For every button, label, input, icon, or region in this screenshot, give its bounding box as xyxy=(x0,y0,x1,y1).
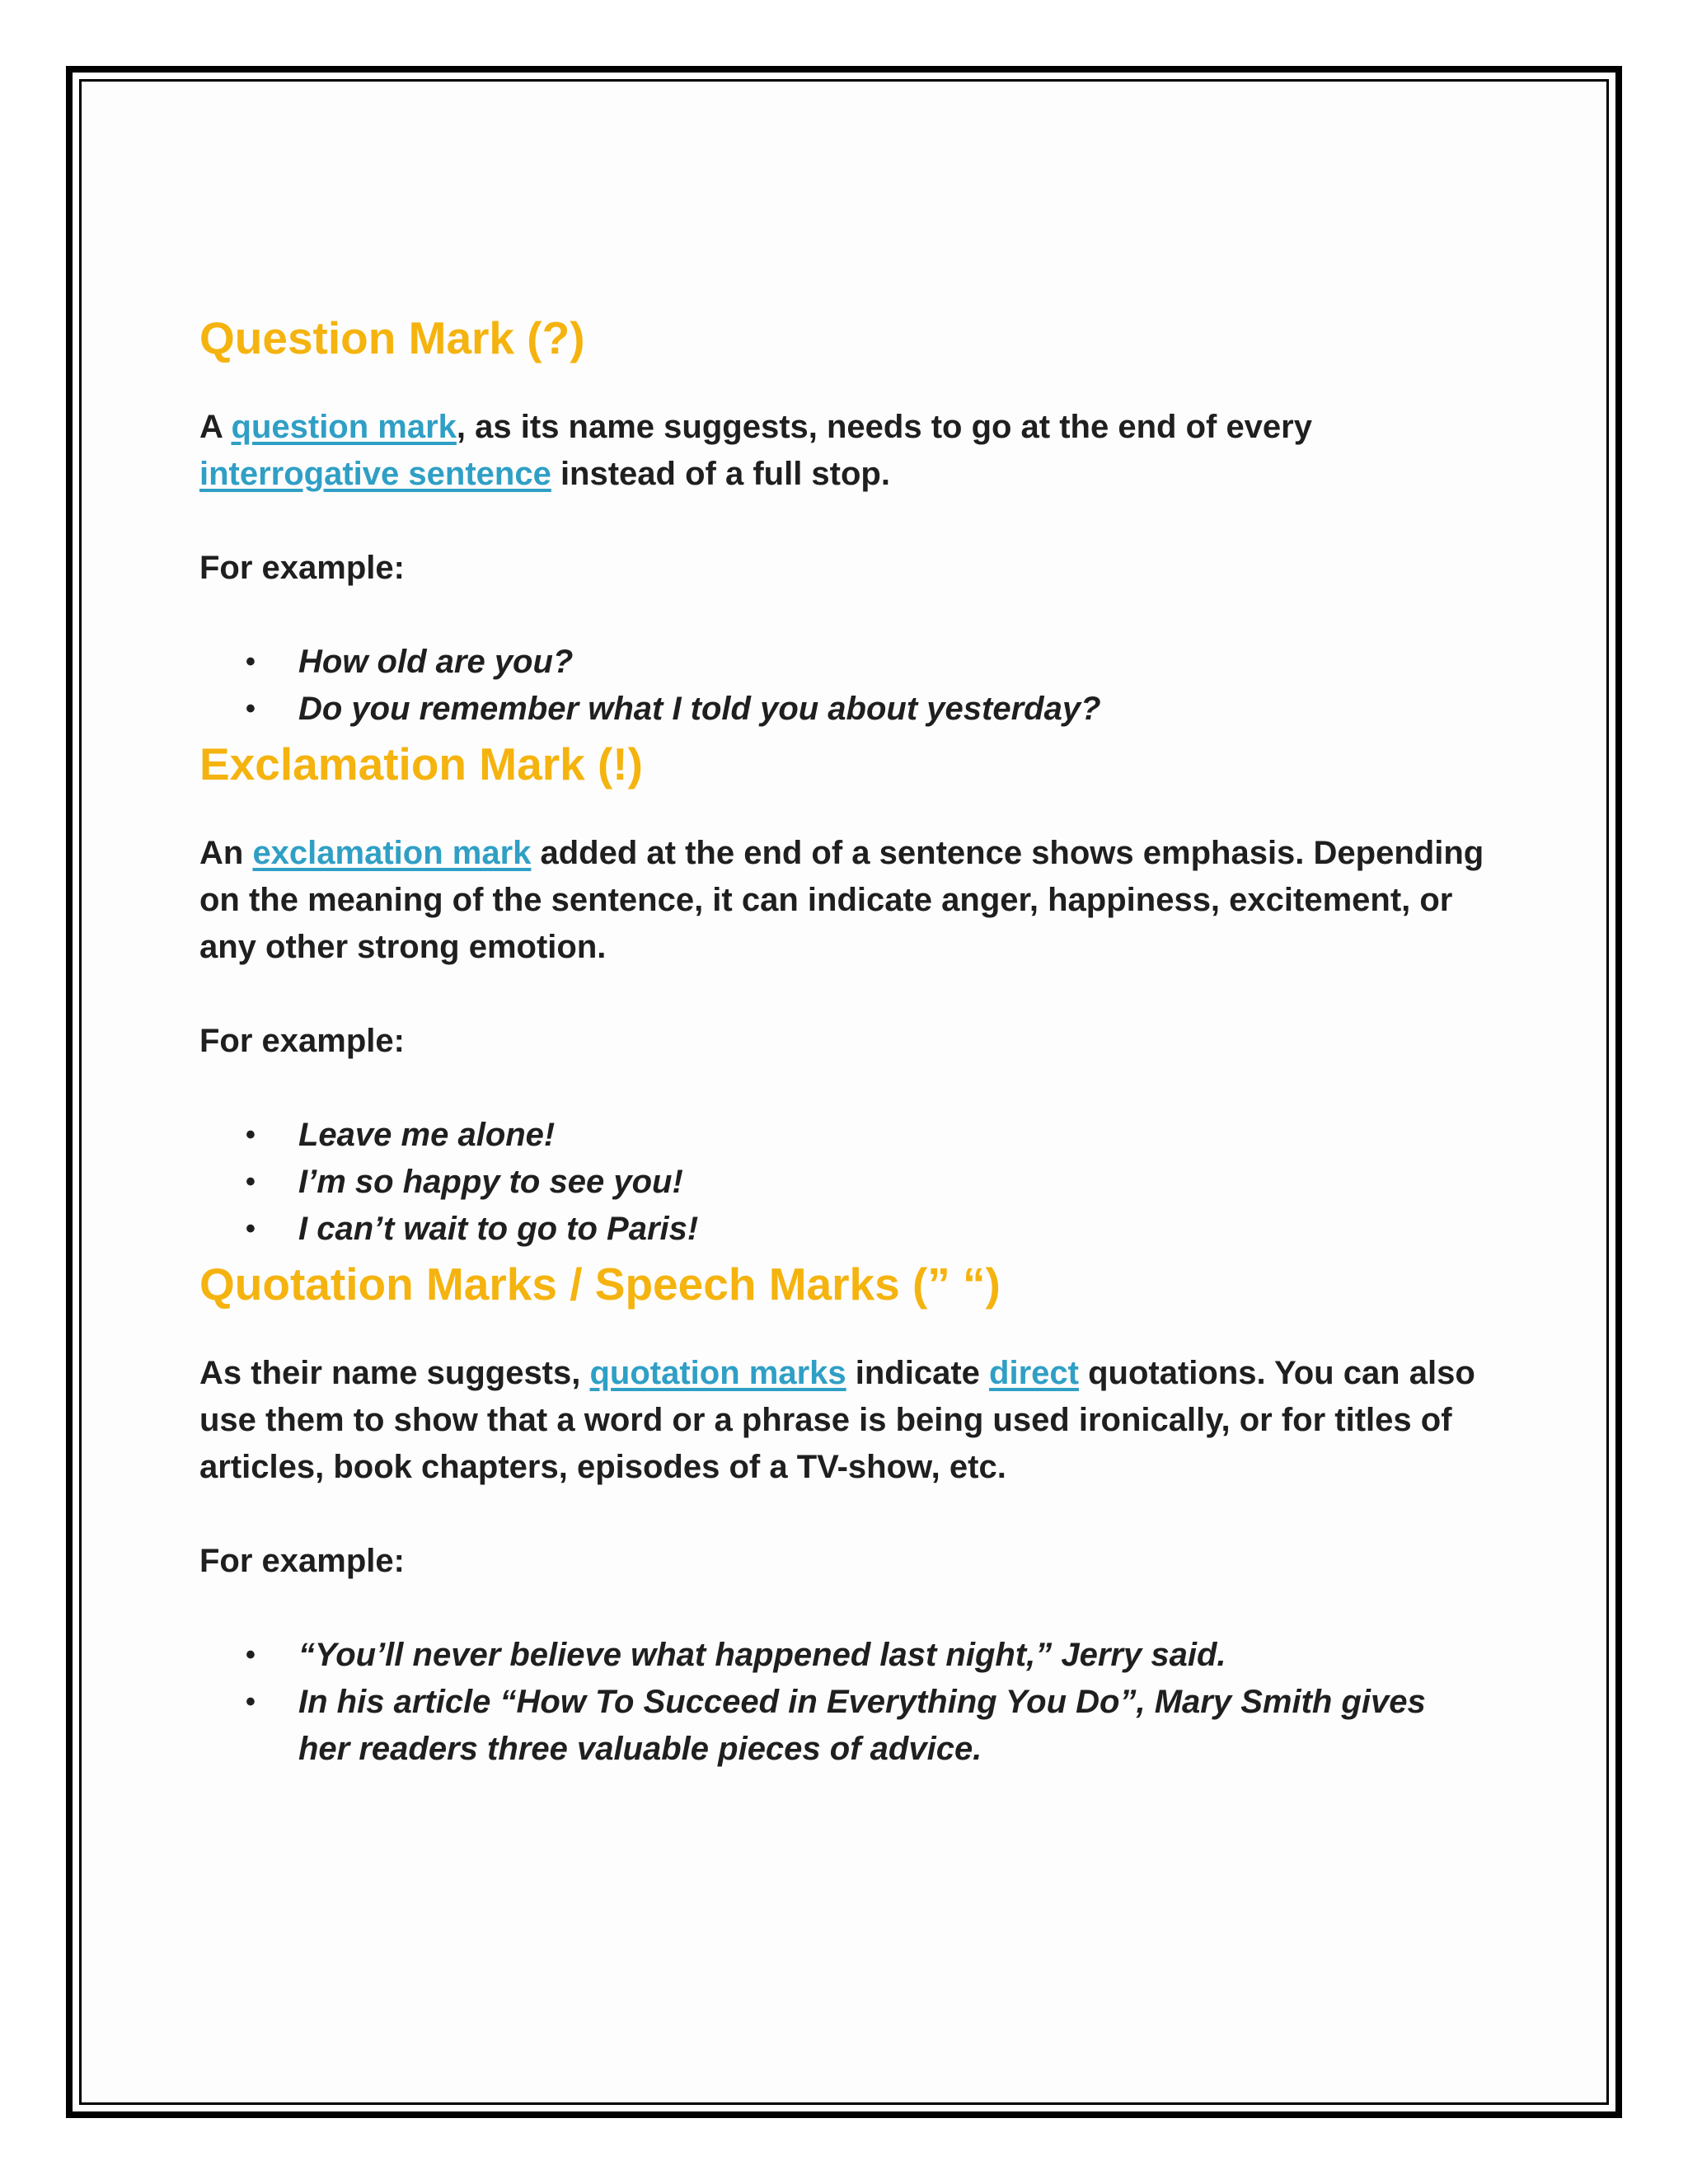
list-item: • In his article “How To Succeed in Everything You Do”, Mary Smith gives her readers three valuable pieces of advice. xyxy=(199,1679,1485,1773)
example-list xyxy=(199,1632,1485,1773)
bullet-icon: • xyxy=(246,1639,256,1671)
interrogative-sentence-link[interactable]: interrogative sentence xyxy=(199,456,551,492)
for-example-label: For example: xyxy=(199,1023,405,1059)
list-item: • I can’t wait to go to Paris! xyxy=(199,1206,1485,1253)
section-question-mark xyxy=(199,307,1485,733)
bullet-icon: • xyxy=(246,693,256,724)
example-list xyxy=(199,639,1485,733)
section-quotation-marks xyxy=(199,1253,1485,1773)
section-exclamation-mark xyxy=(199,733,1485,1253)
example-list xyxy=(199,1112,1485,1253)
list-item: • How old are you? xyxy=(199,639,1485,686)
list-item: • “You’ll never believe what happened last night,” Jerry said. xyxy=(199,1632,1485,1679)
list-item: • Leave me alone! xyxy=(199,1112,1485,1159)
exclamation-mark-link[interactable]: exclamation mark xyxy=(252,835,532,871)
section-heading: Question Mark (?) xyxy=(199,312,585,363)
quotation-marks-link[interactable]: quotation marks xyxy=(589,1355,846,1391)
for-example-label: For example: xyxy=(199,1543,405,1579)
bullet-icon: • xyxy=(246,1213,256,1244)
bullet-icon: • xyxy=(246,646,256,677)
for-example-label: For example: xyxy=(199,550,405,586)
section-paragraph: As their name suggests, quotation marks indicate direct quotations. You can also use them to show that a word or a phrase is being used ironically, or for titles of articles, book chapters, episodes of a TV-show, etc. xyxy=(199,1355,1475,1485)
list-item: • I’m so happy to see you! xyxy=(199,1159,1485,1206)
section-paragraph: An exclamation mark added at the end of a sentence shows emphasis. Depending on the meaning of the sentence, it can indicate anger, happiness, excitement, or any other strong emotion. xyxy=(199,835,1484,965)
list-item: • Do you remember what I told you about yesterday? xyxy=(199,686,1485,733)
section-heading: Quotation Marks / Speech Marks (” “) xyxy=(199,1258,1001,1310)
bullet-icon: • xyxy=(246,1686,256,1718)
bullet-icon: • xyxy=(246,1166,256,1197)
bullet-icon: • xyxy=(246,1119,256,1151)
document-body xyxy=(199,307,1485,1773)
section-heading: Exclamation Mark (!) xyxy=(199,738,643,790)
direct-link[interactable]: direct xyxy=(989,1355,1079,1391)
section-paragraph: A question mark, as its name suggests, needs to go at the end of every interrogative sentence instead of a full stop. xyxy=(199,409,1312,492)
question-mark-link[interactable]: question mark xyxy=(231,409,457,445)
